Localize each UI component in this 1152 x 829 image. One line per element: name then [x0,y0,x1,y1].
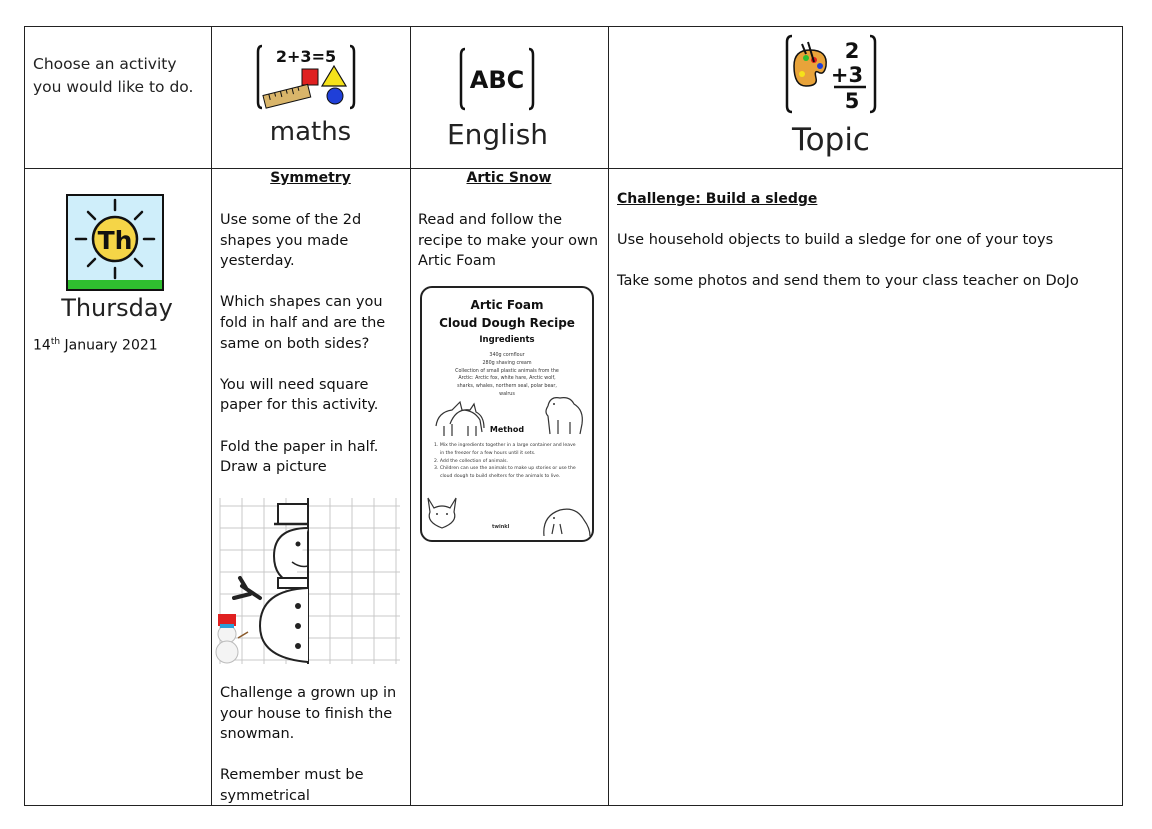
topic-label: Topic [792,122,870,158]
arctic-fox-illustration [424,494,460,534]
maths-paragraph: Use some of the 2d shapes you made yesterday. [220,212,362,270]
ingredient-item: 340g cornflour [489,353,525,358]
ingredients-heading: Ingredients [479,335,535,345]
ingredient-item: Arctic: Arctic fox, white hare, Arctic wolf, [458,376,556,382]
recipe-subtitle: Cloud Dough Recipe [439,316,575,330]
method-heading: Method [489,425,525,434]
english-abc-text: ABC [469,66,525,94]
maths-heading: Symmetry [270,170,351,186]
walrus-illustration [540,502,592,538]
thursday-symbol-icon [66,194,164,291]
maths-paragraph: Which shapes can you fold in half and are the same on both sides? [220,294,386,352]
method-step: 2. Add the collection of animals. [434,458,509,464]
topic-number-top: 2 [844,39,860,63]
topic-number-mid: +3 [830,63,864,87]
maths-followup [220,683,400,827]
ingredient-item: sharks, whales, northern seal, polar bear, [457,384,557,390]
header-prompt: Choose an activity you would like to do. [33,55,194,96]
recipe-card [420,286,594,542]
english-label: English [446,118,549,151]
maths-symbol-icon [256,42,356,112]
topic-paragraph: Take some photos and send them to your class teacher on DoJo [617,273,1079,290]
topic-paragraph: Use household objects to build a sledge for one of your toys [617,232,1054,248]
method-step: in the freezer for a few hours until it sets. [440,450,536,456]
snowman-grid-image [214,498,400,664]
english-paragraph: Read and follow the recipe to make your own Artic Foam [418,212,599,270]
method-step: cloud dough to build shelters for the animals to live. [440,474,561,480]
topic-instructions [617,230,1107,312]
maths-paragraph: You will need square paper for this activity. [220,376,379,414]
ingredient-item: walrus [499,391,515,397]
ingredient-item: Collection of small plastic animals from the [455,368,559,374]
method-steps [434,442,588,481]
maths-paragraph: Challenge a grown up in your house to finish the snowman. [220,685,397,743]
method-step: 3. Children can use the animals to make up stories or use the [434,466,576,472]
topic-symbol-icon [784,32,878,116]
english-heading: Artic Snow [466,170,552,186]
maths-instructions [220,210,400,498]
method-step: 1. Mix the ingredients together in a large container and leave [434,443,576,448]
maths-paragraph: Remember must be symmetrical [220,767,364,804]
ingredient-item: 280g shaving cream [482,360,532,366]
day-date: 14th January 2021 [33,337,158,354]
maths-label: maths [269,117,352,147]
topic-number-bottom: 5 [844,89,860,113]
english-symbol-icon [458,46,536,112]
english-instructions [418,210,604,292]
maths-paragraph: Fold the paper in half. Draw a picture [220,438,379,476]
maths-sum-text: 2+3=5 [275,47,337,66]
recipe-title: Artic Foam [470,298,544,312]
twinkl-logo: twinkl [492,524,510,530]
row-divider [25,168,1122,169]
day-name: Thursday [61,294,173,322]
thursday-symbol-text: Th [97,226,133,255]
topic-challenge-heading: Challenge: Build a sledge [617,191,818,207]
